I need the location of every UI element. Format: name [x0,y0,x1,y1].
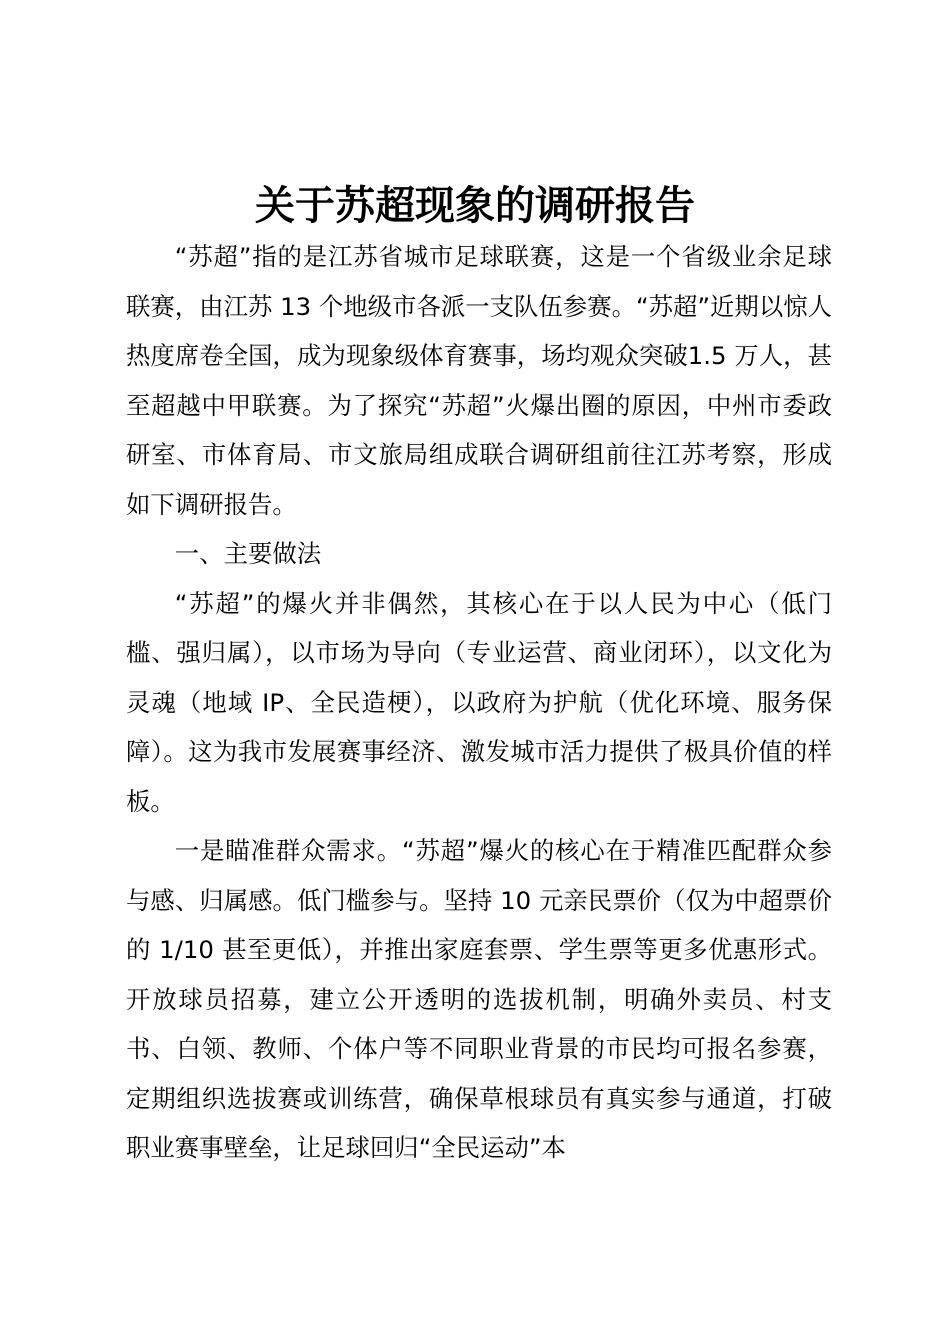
document-title: 关于苏超现象的调研报告 [255,182,695,229]
document-body [126,232,832,1173]
section-heading-main-practices: 一、主要做法 [174,539,322,568]
public-demand-paragraph: 一是瞄准群众需求。“苏超”爆火的核心在于精准匹配群众参与感、归属感。低门槛参与。坚持 10 元亲民票价（仅为中超票价的 1/10 甚至更低），并推出家庭套票、学生票等更多优惠形式。开放球员招募，建立公开透明的选拔机制，明确外卖员、村支书、白领、教师、个体户等不同职业背景的市民均可报名参赛，定期组织选拔赛或训练营，确保草根球员有真实参与通道，打破职业赛事壁垒，让足球回归“全民运动”本 [126,836,832,1162]
practices-summary-paragraph: “苏超”的爆火并非偶然，其核心在于以人民为中心（低门槛、强归属），以市场为导向（专业运营、商业闭环），以文化为灵魂（地域 IP、全民造梗），以政府为护航（优化环境、服务保障）。这为我市发展赛事经济、激发城市活力提供了极具价值的样板。 [126,588,832,816]
intro-paragraph: “苏超”指的是江苏省城市足球联赛，这是一个省级业余足球联赛，由江苏 13 个地级市各派一支队伍参赛。“苏超”近期以惊人热度席卷全国，成为现象级体育赛事，场均观众突破1.5 万人，甚至超越中甲联赛。为了探究“苏超”火爆出圈的原因，中州市委政研室、市体育局、市文旅局组成联合调研组前往江苏考察，形成如下调研报告。 [126,242,832,519]
